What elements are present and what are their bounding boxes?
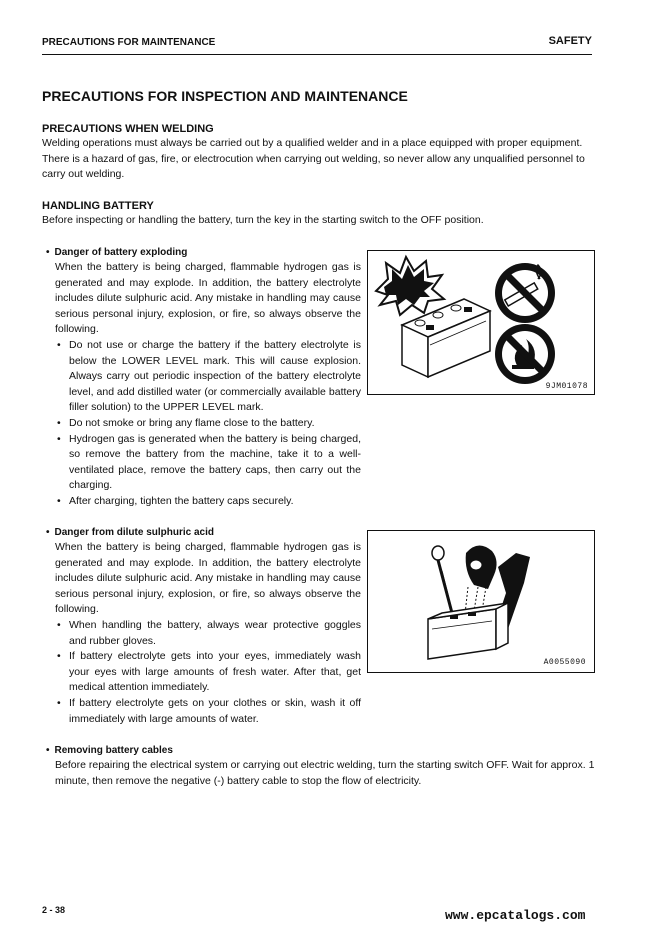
cables-text: Before repairing the electrical system or carrying out electric welding, turn the starting switch OFF. Wait for approx. 1 minute, then remove the negative (-) battery cable to stop the flow of electricity. [55, 759, 595, 787]
page-header [42, 34, 592, 55]
exploding-heading: • Danger of battery exploding [46, 247, 187, 258]
no-flame-icon [495, 324, 555, 384]
battery-intro: Before inspecting or handling the battery, turn the key in the starting switch to the OFF position. [42, 214, 484, 226]
exploding-section [55, 260, 361, 510]
watermark: www.epcatalogs.com [445, 908, 586, 923]
page-title: PRECAUTIONS FOR INSPECTION AND MAINTENANCE [42, 88, 408, 104]
welding-heading: PRECAUTIONS WHEN WELDING [42, 123, 214, 135]
acid-list [55, 618, 361, 727]
list-item: • Do not smoke or bring any flame close to the battery. [69, 416, 361, 432]
list-item: • Do not use or charge the battery if the battery electrolyte is below the LOWER LEVEL mark. This will cause explosion. Always carry out periodic inspection of the battery electrolyte level, and add distilled water (or commercially available battery filler solution) to the UPPER LEVEL mark. [69, 338, 361, 416]
list-item: • If battery electrolyte gets on your clothes or skin, wash it off immediately with large amounts of water. [69, 696, 361, 727]
battery-explosion-figure [367, 250, 595, 395]
list-item: • After charging, tighten the battery caps securely. [69, 494, 361, 510]
battery-heading: HANDLING BATTERY [42, 200, 154, 212]
figure-code: 9JM01078 [545, 382, 588, 391]
page-number: 2 - 38 [42, 905, 66, 915]
battery-icon [428, 603, 508, 659]
battery-icon [402, 299, 490, 377]
acid-heading: • Danger from dilute sulphuric acid [46, 527, 214, 538]
header-chapter: SAFETY [548, 35, 592, 47]
header-section-title: PRECAUTIONS FOR MAINTENANCE [42, 37, 216, 48]
list-item: • When handling the battery, always wear protective goggles and rubber gloves. [69, 618, 361, 649]
exploding-text: When the battery is being charged, flammable hydrogen gas is generated and may explode. In addition, the battery electrolyte includes dilute sulphuric acid. Any mistake in handling may cause serious personal injury, explosion, or fire, so always observe the following. [55, 261, 361, 336]
cables-heading: • Removing battery cables [46, 745, 173, 756]
acid-section [55, 540, 361, 727]
no-smoking-icon [495, 263, 555, 323]
acid-handling-figure [367, 530, 595, 673]
list-item: • Hydrogen gas is generated when the battery is being charged, so remove the battery from the machine, take it to a well-ventilated place, remove the battery caps, then carry out the charging. [69, 432, 361, 494]
battery-explosion-illustration [368, 251, 594, 394]
exploding-list [55, 338, 361, 510]
welding-text: Welding operations must always be carried out by a qualified welder and in a place equipped with proper equipment. There is a hazard of gas, fire, or electrocution when carrying out welding, so never allow any unqualified personnel to carry out welding. [42, 137, 585, 181]
acid-text: When the battery is being charged, flammable hydrogen gas is generated and may explode. In addition, the battery electrolyte includes dilute sulphuric acid. Any mistake in handling may cause serious personal injury, explosion, or fire, so always observe the following. [55, 541, 361, 616]
figure-code: A0055090 [543, 658, 586, 667]
acid-handling-illustration [368, 531, 594, 672]
list-item: • If battery electrolyte gets into your eyes, immediately wash your eyes with large amounts of fresh water. After that, get medical attention immediately. [69, 649, 361, 696]
hydrometer-icon [432, 546, 452, 613]
